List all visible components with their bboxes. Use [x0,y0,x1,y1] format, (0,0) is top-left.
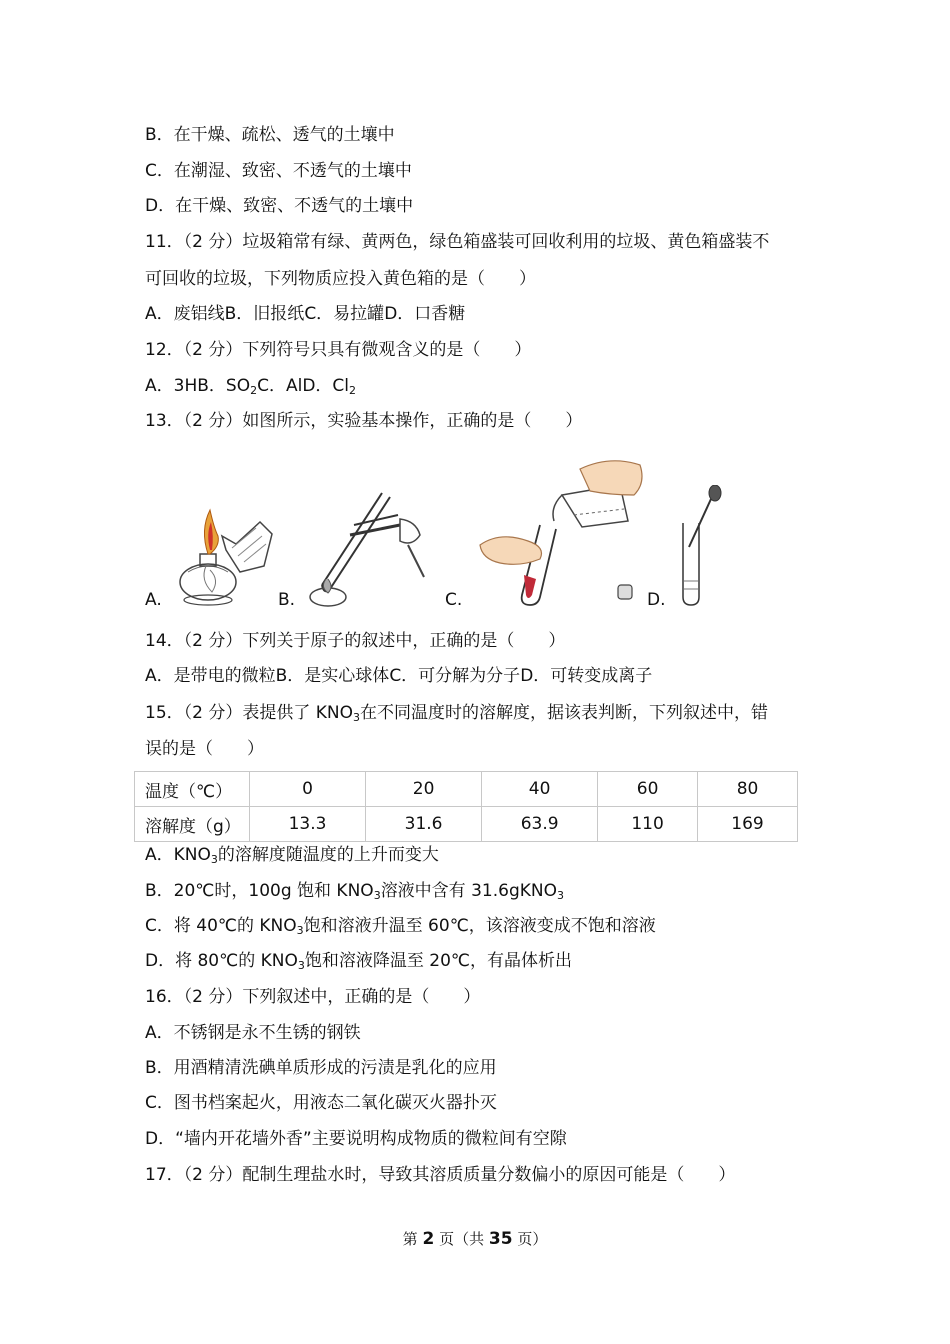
q15-stem-line2: 误的是（ ） [145,739,264,759]
pouring-liquid-figure [470,455,650,610]
heating-test-tube-figure [300,485,430,610]
table-cell: 110 [598,807,698,842]
table-cell: 169 [698,807,798,842]
q16-option-b: B．用酒精清洗碘单质形成的污渍是乳化的应用 [145,1058,497,1078]
q14-option-a: A．是带电的微粒 [145,666,276,686]
q12-stem: 12．（2 分）下列符号只具有微观含义的是（ ） [145,340,532,360]
table-cell: 13.3 [250,807,366,842]
q14-option-b: B．是实心球体 [275,666,390,686]
q16-stem: 16．（2 分）下列叙述中，正确的是（ ） [145,987,481,1007]
lamp-lighting-figure [170,500,280,610]
q16-option-a: A．不锈钢是永不生锈的钢铁 [145,1023,361,1043]
table-cell: 20 [366,772,482,807]
table-header-temperature: 温度（℃） [135,772,250,807]
q12-option-b: B．$SO_2$ [197,376,258,397]
q12-options [145,374,356,398]
q11-stem-line1: 11．（2 分）垃圾箱常有绿、黄两色，绿色箱盛装可回收利用的垃圾、黄色箱盛装不 [145,232,770,252]
table-cell: 80 [698,772,798,807]
table-row [135,807,798,842]
dropper-figure [675,485,725,610]
q12-option-d: D．$Cl_2$ [302,376,356,397]
q14-stem: 14．（2 分）下列关于原子的叙述中，正确的是（ ） [145,631,566,651]
q11-option-a: A．废铝线 [145,304,225,324]
q12-option-a: A．3H [145,376,198,396]
q10-option-d: D．在干燥、致密、不透气的土壤中 [145,196,414,216]
current-page-number: 2 [422,1229,435,1249]
table-cell: 60 [598,772,698,807]
q13-label-a: A. [145,590,162,610]
q17-stem: 17．（2 分）配制生理盐水时，导致其溶质质量分数偏小的原因可能是（ ） [145,1165,736,1185]
table-cell: 0 [250,772,366,807]
solubility-table [134,771,798,842]
table-cell: 31.6 [366,807,482,842]
table-header-solubility: 溶解度（g） [135,807,250,842]
q12-option-c: C．Al [257,376,303,396]
table-cell: 40 [482,772,598,807]
q14-option-c: C．可分解为分子 [389,666,521,686]
q15-option-b: B．20℃时，100g 饱和 $KNO_3$溶液中含有 31.6gKNO$_3$ [145,881,564,902]
q16-option-d: D．“墙内开花墙外香”主要说明构成物质的微粒间有空隙 [145,1129,567,1149]
q14-options [145,664,652,688]
q15-option-a: A．$KNO_3$的溶解度随温度的上升而变大 [145,845,439,866]
total-pages: 35 [488,1229,513,1249]
q11-stem-line2: 可回收的垃圾，下列物质应投入黄色箱的是（ ） [145,269,536,289]
page-footer: 第 2 页（共 35 页） [402,1229,548,1249]
q10-option-b: B．在干燥、疏松、透气的土壤中 [145,125,395,145]
table-cell: 63.9 [482,807,598,842]
q15-stem-line1: 15．（2 分）表提供了 $KNO_3$在不同温度时的溶解度，据该表判断，下列叙述中，错 [145,703,769,724]
q11-options [145,302,465,326]
q16-option-c: C．图书档案起火，用液态二氧化碳灭火器扑灭 [145,1093,497,1113]
q15-option-c: C．将 40℃的 $KNO_3$饱和溶液升温至 60℃，该溶液变成不饱和溶液 [145,916,656,937]
q11-option-b: B．旧报纸 [224,304,305,324]
q14-option-d: D．可转变成离子 [520,666,653,686]
table-row [135,772,798,807]
q13-label-c: C. [445,590,463,610]
q11-option-c: C．易拉罐 [304,304,385,324]
q11-option-d: D．口香糖 [384,304,466,324]
q13-stem: 13．（2 分）如图所示，实验基本操作，正确的是（ ） [145,411,583,431]
q10-option-c: C．在潮湿、致密、不透气的土壤中 [145,161,412,181]
q13-label-d: D. [647,590,666,610]
q15-option-d: D．将 80℃的 $KNO_3$饱和溶液降温至 20℃，有晶体析出 [145,951,573,972]
q13-label-b: B. [278,590,296,610]
